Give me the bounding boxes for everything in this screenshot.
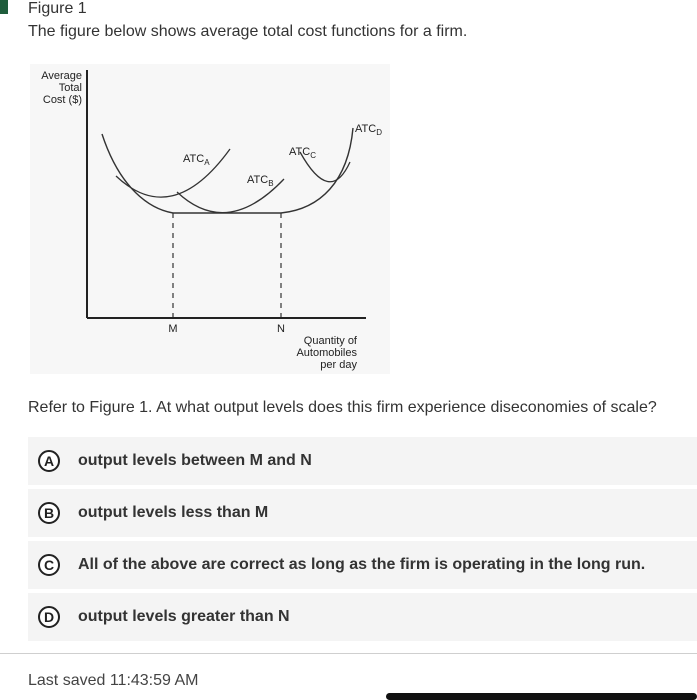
option-b-badge: B [38,502,60,524]
footer-divider [0,653,697,654]
option-b-text: output levels less than M [78,504,269,521]
option-a-badge: A [38,450,60,472]
option-d[interactable] [28,593,697,641]
option-d-text: output levels greater than N [78,608,290,625]
figure-description: The figure below shows average total cost functions for a firm. [28,23,468,40]
atc-a-label: $ATC_A$ [183,153,210,167]
atc-diagram [30,64,390,374]
horizontal-scrollbar[interactable] [386,693,697,700]
atc-b-label: $ATC_B$ [247,174,274,188]
x-axis-label-line2: Automobiles [296,347,357,359]
x-axis-label-line1: Quantity of [303,335,357,347]
diagram-background [30,64,390,374]
n-label: N [277,323,285,335]
option-b[interactable] [28,489,697,537]
last-saved-status: Last saved 11:43:59 AM [28,672,199,689]
question-text: Refer to Figure 1. At what output levels does this firm experience diseconomies of scale? [28,399,657,416]
y-axis-label-line3: Cost ($) [42,94,82,106]
corner-accent [0,0,8,14]
m-label: M [168,323,178,335]
x-axis-label-line3: per day [320,359,357,371]
atc-c-label: $ATC_C$ [289,146,316,160]
option-c[interactable] [28,541,697,589]
option-d-badge: D [38,606,60,628]
y-axis-label-line1: Average [41,70,82,82]
option-a[interactable] [28,437,697,485]
atc-d-label: $ATC_D$ [355,123,382,137]
y-axis-label-line2: Total [58,82,82,94]
option-a-text: output levels between M and N [78,452,312,469]
option-c-text: All of the above are correct as long as the firm is operating in the long run. [78,556,646,573]
figure-title: Figure 1 [28,0,87,17]
option-c-badge: C [38,554,60,576]
